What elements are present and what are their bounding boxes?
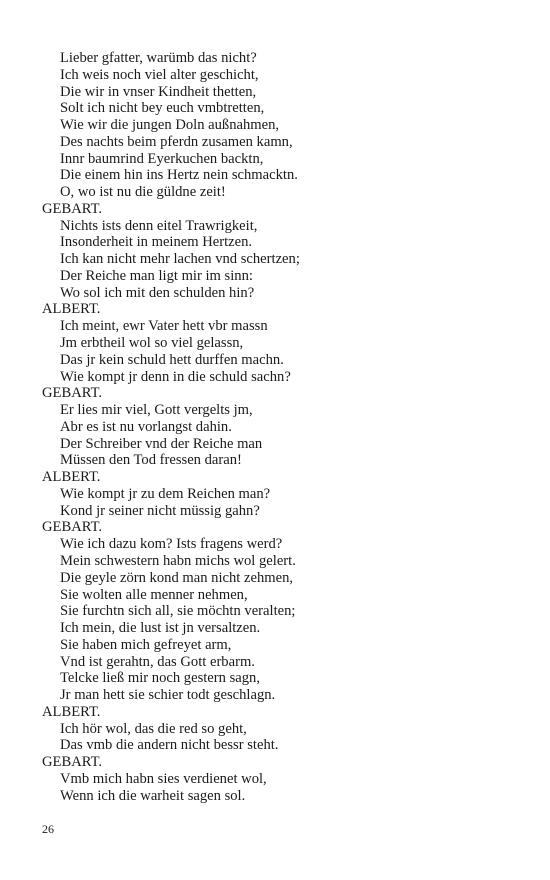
verse-line: Der Reiche man ligt mir im sinn: bbox=[60, 267, 253, 284]
verse-line: Kond jr seiner nicht müssig gahn? bbox=[60, 502, 260, 519]
verse-line: Lieber gfatter, warümb das nicht? bbox=[60, 50, 257, 66]
verse-line: Jr man hett sie schier todt geschlagn. bbox=[60, 687, 276, 704]
speaker-name: GEBART. bbox=[42, 519, 103, 536]
verse-line: Ich meint, ewr Vater hett vbr massn bbox=[60, 318, 268, 335]
verse-line: Ich hör wol, das die red so geht, bbox=[60, 720, 247, 737]
verse-line: Insonderheit in meinem Hertzen. bbox=[60, 234, 253, 251]
verse-line: Sie wolten alle menner nehmen, bbox=[60, 586, 248, 603]
verse-line: Das jr kein schuld hett durffen machn. bbox=[60, 351, 284, 368]
verse-line: Solt ich nicht bey euch vmbtretten, bbox=[60, 100, 265, 117]
play-text bbox=[42, 50, 522, 804]
verse-line: O, wo ist nu die güldne zeit! bbox=[60, 184, 226, 201]
verse-line: Nichts ists denn eitel Trawrigkeit, bbox=[60, 217, 258, 234]
speaker-name: ALBERT. bbox=[42, 301, 101, 318]
speaker-name: ALBERT. bbox=[42, 703, 101, 720]
verse-line: Er lies mir viel, Gott vergelts jm, bbox=[60, 402, 253, 419]
verse-line: Wie wir die jungen Doln außnahmen, bbox=[60, 117, 280, 134]
speaker-name: GEBART. bbox=[42, 385, 103, 402]
verse-line: Wie kompt jr denn in die schuld sachn? bbox=[60, 368, 291, 385]
verse-line: Das vmb die andern nicht bessr steht. bbox=[60, 737, 279, 754]
verse-line: Ich mein, die lust ist jn versaltzen. bbox=[60, 620, 261, 637]
verse-line: Sie furchtn sich all, sie möchtn veralten; bbox=[60, 603, 296, 620]
verse-line: Wenn ich die warheit sagen sol. bbox=[60, 787, 246, 804]
verse-line: Wie kompt jr zu dem Reichen man? bbox=[60, 485, 271, 502]
verse-line: Sie haben mich gefreyet arm, bbox=[60, 636, 232, 653]
verse-line: Jm erbtheil wol so viel gelassn, bbox=[60, 335, 244, 352]
speaker-name: GEBART. bbox=[42, 200, 103, 217]
verse-line: Der Schreiber vnd der Reiche man bbox=[60, 435, 263, 452]
verse-line: Die einem hin ins Hertz nein schmacktn. bbox=[60, 167, 298, 184]
verse-line: Innr baumrind Eyerkuchen backtn, bbox=[60, 150, 264, 167]
verse-line: Die wir in vnser Kindheit thetten, bbox=[60, 83, 257, 100]
page-number: 26 bbox=[42, 822, 54, 836]
speaker-name: ALBERT. bbox=[42, 469, 101, 486]
verse-line: Ich weis noch viel alter geschicht, bbox=[60, 66, 259, 83]
speaker-name: GEBART. bbox=[42, 754, 103, 771]
verse-line: Wo sol ich mit den schulden hin? bbox=[60, 284, 255, 301]
verse-line: Des nachts beim pferdn zusamen kamn, bbox=[60, 133, 293, 150]
verse-line: Mein schwestern habn michs wol gelert. bbox=[60, 552, 296, 569]
verse-line: Ich kan nicht mehr lachen vnd schertzen; bbox=[60, 251, 300, 268]
verse-line: Die geyle zörn kond man nicht zehmen, bbox=[60, 569, 294, 586]
verse-line: Vnd ist gerahtn, das Gott erbarm. bbox=[60, 653, 255, 670]
verse-line: Abr es ist nu vorlangst dahin. bbox=[60, 418, 232, 435]
verse-line: Telcke ließ mir noch gestern sagn, bbox=[60, 670, 260, 687]
verse-line: Wie ich dazu kom? Ists fragens werd? bbox=[60, 536, 283, 553]
verse-line: Müssen den Tod fressen daran! bbox=[60, 452, 242, 469]
verse-line: Vmb mich habn sies verdienet wol, bbox=[60, 770, 267, 787]
